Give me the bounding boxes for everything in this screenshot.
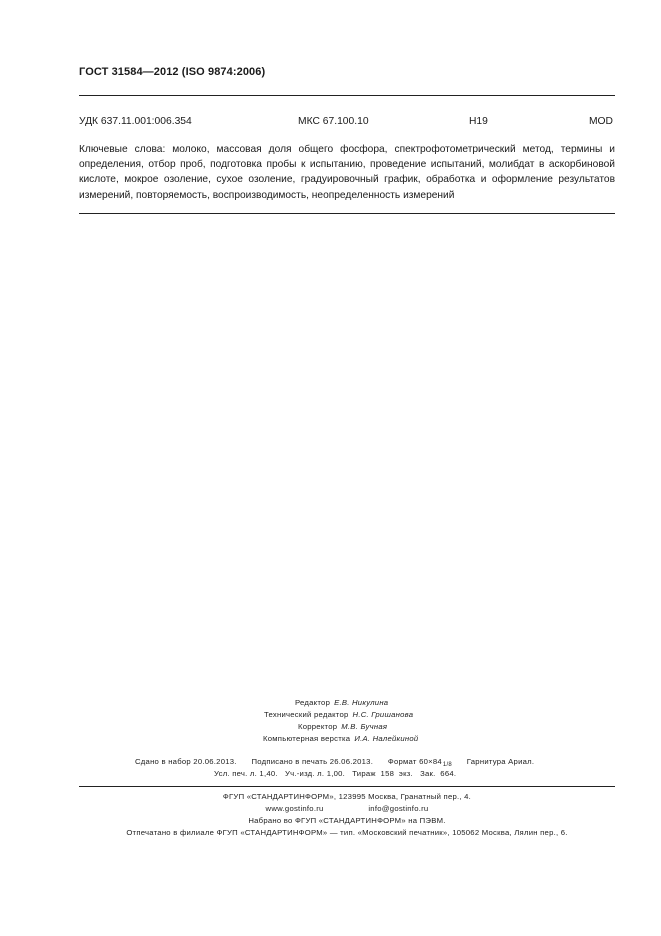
- staff-proofreader: [298, 722, 387, 731]
- document-header-title: ГОСТ 31584—2012 (ISO 9874:2006): [79, 66, 266, 78]
- staff-person: И.А. Налейкиной: [354, 734, 419, 743]
- staff-role: Редактор: [295, 698, 331, 707]
- staff-role: Технический редактор: [264, 710, 349, 719]
- publisher-address: ФГУП «СТАНДАРТИНФОРМ», 123995 Москва, Гранатный пер., 4.: [222, 792, 472, 801]
- publisher-website[interactable]: www.gostinfo.ru: [265, 804, 324, 813]
- keywords-paragraph: Ключевые слова: молоко, массовая доля общего фосфора, спектрофотометрический метод, термины и определения, отбор проб, подготовка пробы к испытанию, проведение испытаний, молибдат в аскорбиновой кислоте, мокрое озоление, сухое озоление, градуировочный график, обработка и оформление результатов измерений, повторяемость, воспроизводимость, неопределенность измерений: [79, 144, 615, 201]
- publication-line-2: Усл. печ. л. 1,40. Уч.-изд. л. 1,00. Тираж 158 экз. Зак. 664.: [214, 769, 457, 778]
- staff-editor: [295, 698, 388, 707]
- imprint-divider: [79, 786, 615, 787]
- paper-format: Формат 60×84: [387, 757, 442, 766]
- staff-layout: [263, 734, 418, 743]
- staff-role: Компьютерная верстка: [263, 734, 351, 743]
- okstu-code: H19: [469, 116, 488, 127]
- staff-person: Е.В. Никулина: [334, 698, 389, 707]
- staff-person: Н.С. Гришанова: [352, 710, 414, 719]
- staff-person: М.В. Бучная: [341, 722, 388, 731]
- typeset-note: Набрано во ФГУП «СТАНДАРТИНФОРМ» на ПЭВМ.: [248, 816, 446, 825]
- submitted-date: Сдано в набор 20.06.2013.: [135, 757, 237, 766]
- publisher-email[interactable]: info@gostinfo.ru: [368, 804, 429, 813]
- publication-line-1: [135, 757, 534, 768]
- publisher-contacts: [79, 804, 615, 813]
- modification-code: MOD: [588, 116, 613, 127]
- typeface: Гарнитура Ариал.: [466, 757, 535, 766]
- imprint-block: [79, 0, 615, 936]
- mks-code: МКС 67.100.10: [298, 116, 369, 127]
- paper-format-fraction: 1/8: [442, 762, 453, 768]
- signed-date: Подписано в печать 26.06.2013.: [251, 757, 374, 766]
- staff-tech-editor: [264, 710, 413, 719]
- printed-note: Отпечатано в филиале ФГУП «СТАНДАРТИНФОРМ» — тип. «Московский печатник», 105062 Москва, Лялин пер., 6.: [126, 828, 568, 837]
- udk-code: УДК 637.11.001:006.354: [79, 116, 192, 127]
- staff-role: Корректор: [298, 722, 338, 731]
